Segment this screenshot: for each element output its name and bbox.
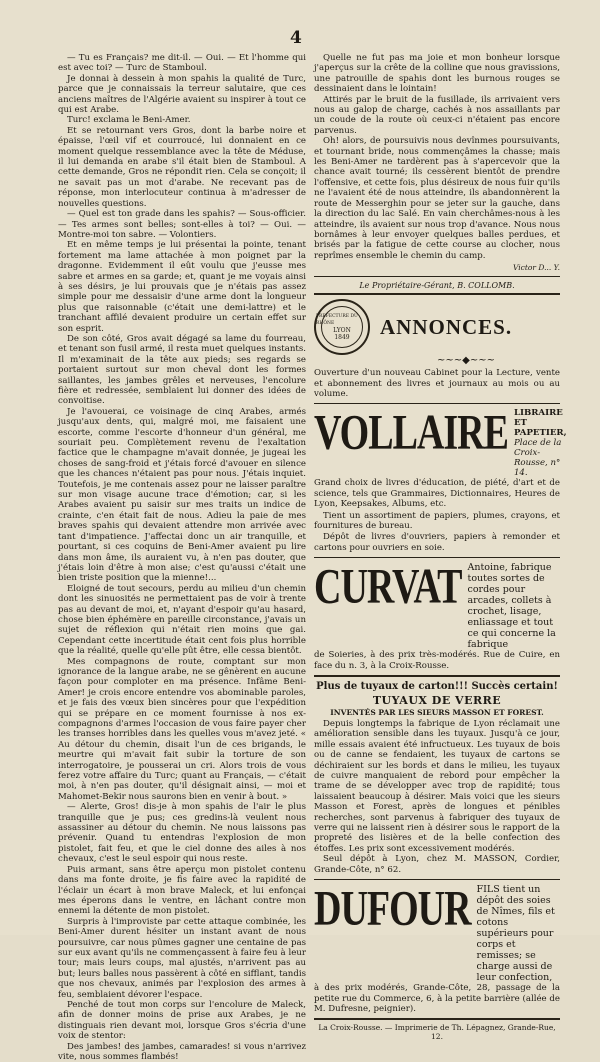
story-paragraph: Attirés par le bruit de la fusillade, ils arrivaient vers nous au galop de charge, cachés à nos assaillants par un coude de la route où ceux-ci n'étaient pas encore parvenus. [314,94,560,136]
curvat-body: de Soieries, à des prix très-modérés. Rue de Cuire, en face du n. 3, à la Croix-Rousse. [314,650,560,671]
story-paragraph: — Alerte, Gros! dis-je à mon spahis de l'air le plus tranquille que je pus; ces gredins-là veulent nous assassiner au détour du chemin. Ne nous laissons pas prévenir. Quand tu entendras l'explosion de mon pistolet, fait feu, et que le ciel donne des ailes à nos chevaux, c'est le seul espoir qui nous reste. [58,802,306,865]
seal-bottom-text: 1849 [334,334,350,342]
story-paragraph: Et se retournant vers Gros, dont la barbe noire et épaisse, l'œil vif et courroucé, lui donnaient en ce moment quelque ressemblance avec la tête de Méduse, il lui demanda en arabe s'il était bien de Stamboul. A cette demande, Gros ne répondit rien. Cela se conçoit; il ne savait pas un mot d'arabe. Ne recevant pas de réponse, mon interlocuteur continua à m'adresser de nouvelles questions. [58,125,306,209]
divider [314,403,560,404]
curvat-side: Antoine, fabrique toutes sortes de cordes pour arcades, collets à crochet, lisage, enliassage et tout ce qui concerne la fabrique [467,562,556,651]
divider [314,276,560,277]
seal-mid-text: LYON [333,327,351,335]
vollaire-address: Place de la Croix-Rousse, n° 14. [513,438,562,479]
dufour-side: FILS tient un dépôt des soies de Nîmes, fils et cotons supérieurs pour corps et remisses; se charge aussi de leur confection, [476,884,555,984]
dufour-banner: DUFOUR [314,881,471,937]
vollaire-trade: LIBRAIRE ET PAPETIER, [513,408,567,439]
story-paragraph: — Quel est ton grade dans les spahis? — Sous-officier. — Tes armes sont belles; sont-elles à toi? — Oui. — Montre-moi ton sabre. — Volontiers. [58,209,306,240]
story-paragraph: Je donnai à dessein à mon spahis la qualité de Turc, parce que je connaissais la terreur salutaire, que ces anciens maîtres de l'Algérie avaient su inspirer à tout ce qui est Arabe. [58,73,306,116]
ad-tuyaux [314,681,560,875]
story-paragraph: Puis armant, sans être aperçu mon pistolet contenu dans ma fonte droite, je fis faire avec la rapidité de l'éclair un écart à mon brave Maleck, et lui enfonçai mes éperons dans le ventre, en lâchant contre mon ennemi la détente de mon pistolet. [58,864,306,917]
story-paragraph: De son côté, Gros avait dégagé sa lame du fourreau, et tenant son fusil armé, il resta muet quelques instants. Il m'examinait de la tête aux pieds; ses regards se portaient surtout sur mon cheval dont les formes saillantes, les jambes grêles et nerveuses, l'encolure fière et redressée, semblaient lui donner des idées de convoitise. [58,333,306,407]
tuyaux-headline: Plus de tuyaux de carton!!! Succès certain! [316,681,558,692]
story-paragraph: Turc! exclama le Beni-Amer. [67,115,191,126]
story-paragraph: Mes compagnons de route, comptant sur mon ignorance de la langue arabe, ne se gênèrent en aucune façon pour comploter en ma présence. Infâme Beni-Amer! je crois encore entendre vos abominable paroles, et je fais des vœux bien sincères pour que l'expédition qui se prépare en ce moment fournisse à nos ex-compagnons d'armes l'occasion de vous faire payer cher les transes horribles dans les quelles vous m'avez jeté. « Au détour du chemin, disait l'un de ces brigands, le meurtre qui m'avait fait subir la torture de son interrogatoire, je pousserai un cri. Alors trois de vous ferez votre affaire du Turc; quant au Français, — c'était moi, à n'en pas douter, qu'il désignait ainsi, — moi et Mahomet-Bekir nous saurons bien en venir à bout. » [58,656,306,802]
ad-curvat [314,559,560,671]
imprint-line: La Croix-Rousse. — Imprimerie de Th. Lépagnez, Grande-Rue, 12. [318,1023,556,1042]
vollaire-body: Dépôt de livres d'ouvriers, papiers à remonder et cartons pour ouvriers en soie. [314,532,560,553]
vollaire-banner: VOLLAIRE [314,405,508,461]
story-paragraph: Surpris à l'improviste par cette attaque combinée, les Beni-Amer durent hésiter un instant avant de nous poursuivre, car nous pûmes gagner une centaine de pas sur eux avant qu'ils ne commençassent à faire feu à leur tour; mais leurs coups, mal ajustés, n'arrivent pas au but; leurs balles nous passèrent à côté en sifflant, tandis que nos chevaux, animés par l'explosion des armes à feu, semblaient dévorer l'espace. [58,916,306,1000]
gerant-line: Le Propriétaire-Gérant, B. COLLOMB. [359,281,515,291]
story-paragraph: Quelle ne fut pas ma joie et mon bonheur lorsque j'aperçus sur la crête de la colline que nous gravissions, une patrouille de spahis dont les burnous rouges se dessinaient dans le lointain! [314,53,560,95]
story-paragraph: Des jambes! des jambes, camarades! si vous n'arrivez vite, nous sommes flambés! [58,1041,306,1062]
story-paragraph: Et en même temps je lui présentai la pointe, tenant fortement ma lame attachée à mon poignet par la dragonne. Evidemment il eût voulu que j'eusse mes sabre et armes en sa garde; et, quant je me voyais ainsi à ses désirs, je lui prouvais que je n'étais pas assez simple pour me dessaisir d'une arme dont la longueur plus que raisonnable (c'était une demi-lattre) et le tranchant affilé devaient produire un certain effet sur son esprit. [58,240,306,334]
tuyaux-body: Depuis longtemps la fabrique de Lyon réclamait une amélioration sensible dans les tuyaux. Jusqu'à ce jour, mille essais avaient été infructueux. Les tuyaux de bois ou de canne se fendaient, les tuyaux de cartons se déchiraient sur les bords et dans le milieu, les tuyaux de cuivre manquaient de rebord pour empêcher la trame de se développer avec trop de rapidité; tous laissaient beaucoup à désirer. Mais voici que les sieurs Masson et Forest, après de longues et pénibles recherches, sont parvenus à fabriquer des tuyaux de verre qui ne laissent rien à désirer sous le rapport de la propreté des lisières et de la belle confection des étoffes. Les prix sont excessivement modérés. [314,719,560,854]
tuyaux-inventors: INVENTÉS PAR LES SIEURS MASSON ET FOREST. [330,708,544,717]
story-signature: Victor D... Y. [512,263,560,273]
divider [314,293,560,295]
ad-dufour [314,881,560,1014]
vollaire-body: Tient un assortiment de papiers, plumes, crayons, et fournitures de bureau. [314,510,560,531]
right-column [314,53,567,1042]
flourish-ornament: ~~~◆~~~ [437,355,495,367]
annonces-title: ANNONCES. [380,314,513,339]
page-number: 4 [290,28,302,48]
seal-top-text: PREFECTURE DU RHÔNE [316,314,358,327]
tuyaux-title: TUYAUX DE VERRE [372,694,502,707]
divider [314,557,560,558]
divider [314,1018,560,1020]
story-paragraph: Eloigné de tout secours, perdu au milieu d'un chemin dont les sinuosités ne permettaient pas de voir à trente pas au devant de moi, et, n'ayant d'espoir qu'au hasard, chose bien éphémère en pareille circonstance, j'avais un sujet de réflexion qui n'était rien moins que gai. Cependant cette incertitude était cent fois plus horrible que la réalité, quelle qu'elle pût être, elle cessa bientôt. [58,583,306,657]
dufour-body: à des prix modérés, Grande-Côte, 28, passage de la petite rue du Commerce, 6, à la petite barrière (allée de M. Dufresne, peignier). [314,983,560,1014]
vollaire-body: Grand choix de livres d'éducation, de piété, d'art et de science, tels que Grammaires, Dictionnaires, Heures de Lyon, Keepsakes, Albums, etc. [314,478,560,510]
story-paragraph: Je l'avouerai, ce voisinage de cinq Arabes, armés jusqu'aux dents, qui, malgré moi, me faisaient une escorte, comme l'escorte d'honneur d'un général, me souriait peu. Complètement revenu de l'exaltation factice que le champagne m'avait donnée, je jugeai les choses de sang-froid et j'étais forcé d'avouer en silence que les chances n'étaient pas pour nous. J'étais inquiet. Toutefois, je me contenais assez pour ne laisser paraître sur mon visage aucune trace d'émotion; car, si les Arabes avaient pu saisir sur mes traits un indice de crainte, c'en était fait de nous. Adieu la paie de mes braves spahis qui devaient attendre mon arrivée avec tant d'impatience. J'affectai donc un air tranquille, et pourtant, si ces coquins de Beni-Amer avaient pu lire dans mon âme, ils auraient vu, à n'en pas douter, que j'étais loin d'être à mon aise; c'est qu'aussi c'était une bien triste position que la mienne!... [58,406,306,584]
left-column [58,53,306,1062]
curvat-banner: CURVAT [314,559,462,615]
annonces-intro: Ouverture d'un nouveau Cabinet pour la Lecture, vente et abonnement des livres et journaux au mois ou au volume. [314,368,560,399]
tuyaux-body: Seul dépôt à Lyon, chez M. MASSON, Cordier, Grande-Côte, n° 62. [314,854,560,875]
divider [314,675,560,677]
annonces-header [314,299,560,355]
ad-vollaire [314,405,567,553]
stamp-seal [314,299,370,355]
story-paragraph: Oh! alors, de poursuivis nous devînmes poursuivants, et tournant bride, nous commençâmes la chasse; mais les Beni-Amer ne tardèrent pas à s'apercevoir que la chance avait tourné; ils cessèrent bientôt de prendre l'offensive, et cette fois, plus désireux de nous fuir qu'ils ne l'avaient été de nous atteindre, ils abandonnèrent la route de Messerghin pour se jeter sur la gauche, dans la direction du lac Salé. En vain cherchâmes-nous à les atteindre, ils avaient sur nous trop d'avance. Nous nous bornâmes à leur envoyer quelques balles perdues, et brisés par la fatigue de cette course au clocher, nous reprîmes ensemble le chemin du camp. [314,136,560,261]
story-paragraph: Penché de tout mon corps sur l'encolure de Maleck, afin de donner moins de prise aux Arabes, je ne distinguais rien devant moi, lorsque Gros s'écria d'une voix de stentor: [58,999,306,1042]
divider [314,879,560,880]
story-paragraph: — Tu es Français? me dit-il. — Oui. — Et l'homme qui est avec toi? — Turc de Stamboul. [58,53,306,74]
